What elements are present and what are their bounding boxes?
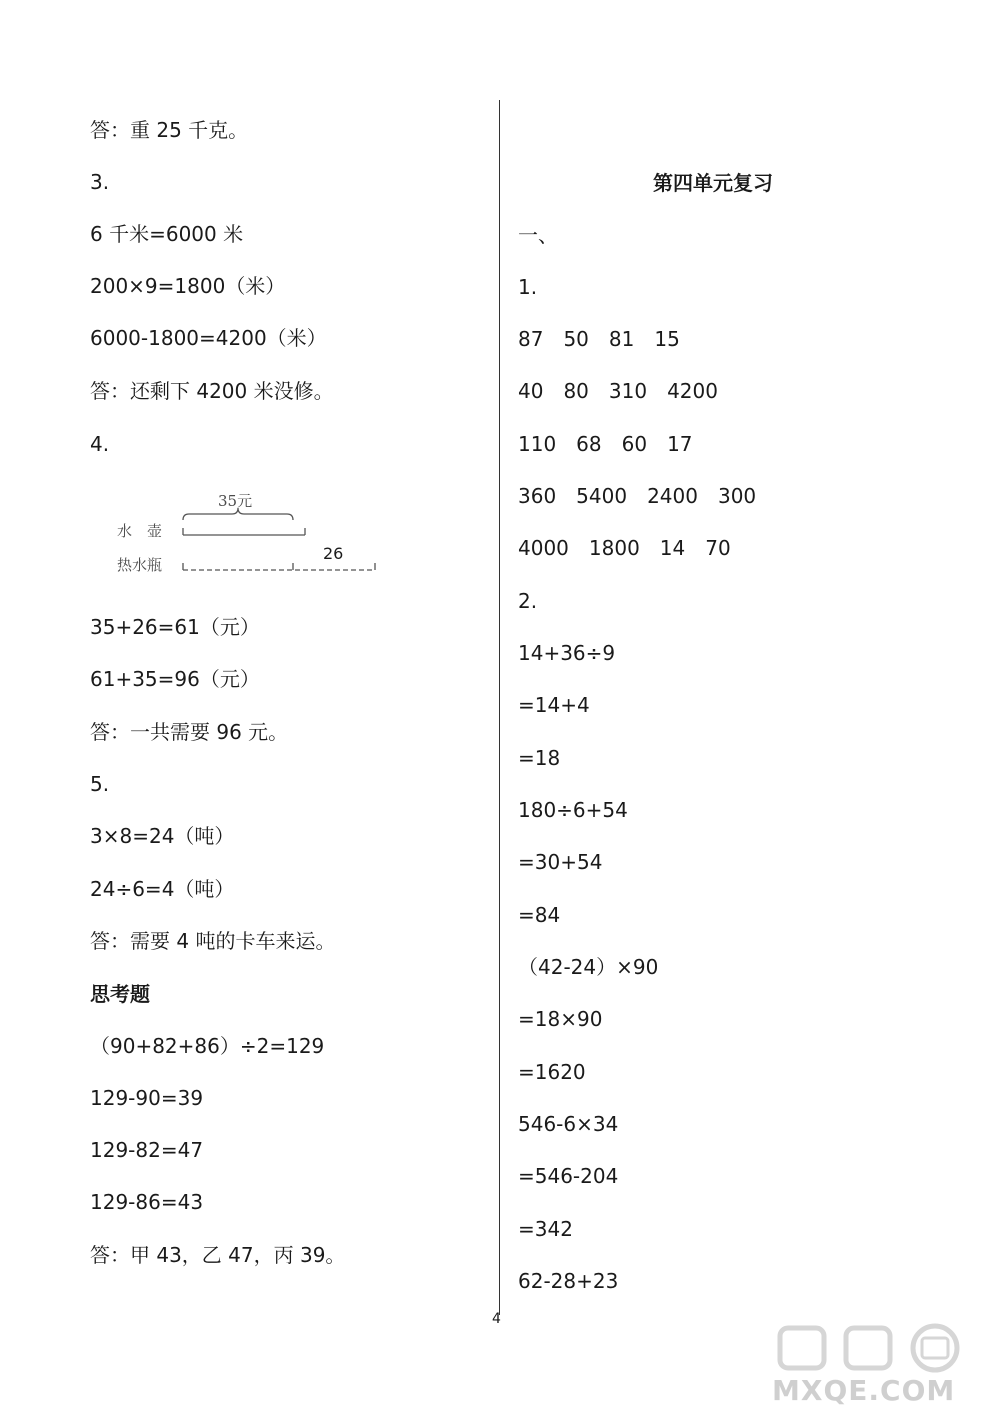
answer-row: 40 80 310 4200	[518, 379, 718, 403]
equation-line: 129-86=43	[90, 1190, 204, 1214]
equation-line: =30+54	[518, 850, 603, 874]
equation-line: 35+26=61（元）	[90, 615, 260, 639]
problem-number: 5.	[90, 772, 110, 796]
answer-line: 答：甲 43，乙 47，丙 39。	[90, 1243, 346, 1267]
equation-line: 200×9=1800（米）	[90, 274, 286, 298]
equation-line: 180÷6+54	[518, 798, 628, 822]
equation-line: （42-24）×90	[518, 955, 659, 979]
problem-number: 4.	[90, 432, 110, 456]
problem-number: 3.	[90, 170, 110, 194]
diagram-row2-label: 热水瓶	[117, 556, 163, 574]
diagram-row1-label: 水 壶	[117, 522, 163, 540]
watermark-logo	[760, 1322, 992, 1410]
equation-line: 62-28+23	[518, 1269, 619, 1293]
equation-line: （90+82+86）÷2=129	[90, 1034, 325, 1058]
answer-line: 答：一共需要 96 元。	[90, 720, 289, 744]
equation-line: 129-90=39	[90, 1086, 204, 1110]
segment-diagram	[115, 484, 385, 584]
problem-number: 1.	[518, 275, 538, 299]
equation-line: =342	[518, 1217, 573, 1241]
answer-row: 110 68 60 17	[518, 432, 693, 456]
answer-row: 87 50 81 15	[518, 327, 680, 351]
problem-number: 2.	[518, 589, 538, 613]
diagram-brace	[183, 508, 293, 520]
answer-row: 360 5400 2400 300	[518, 484, 757, 508]
answer-line: 答：重 25 千克。	[90, 118, 249, 142]
section-heading-thinking: 思考题	[90, 982, 150, 1006]
equation-line: =546-204	[518, 1164, 619, 1188]
watermark-text: MXQE.COM	[772, 1374, 956, 1407]
watermark-emblem-icon	[760, 1322, 992, 1374]
page-number: 4	[492, 1311, 501, 1327]
equation-line: =84	[518, 903, 561, 927]
answer-line: 答：还剩下 4200 米没修。	[90, 379, 334, 403]
equation-line: 14+36÷9	[518, 641, 616, 665]
answer-row: 4000 1800 14 70	[518, 536, 731, 560]
equation-line: =1620	[518, 1060, 586, 1084]
diagram-extra-value: 26	[323, 544, 344, 563]
equation-line: 3×8=24（吨）	[90, 824, 235, 848]
answer-line: 答：需要 4 吨的卡车来运。	[90, 929, 336, 953]
section-number: 一、	[518, 223, 558, 247]
equation-line: 6000-1800=4200（米）	[90, 326, 327, 350]
column-divider	[499, 100, 500, 1315]
equation-line: =18	[518, 746, 561, 770]
equation-line: 61+35=96（元）	[90, 667, 260, 691]
equation-line: =18×90	[518, 1007, 603, 1031]
unit-heading: 第四单元复习	[653, 171, 773, 195]
equation-line: 24÷6=4（吨）	[90, 877, 235, 901]
equation-line: 6 千米=6000 米	[90, 222, 244, 246]
diagram-top-value: 35元	[218, 492, 253, 510]
equation-line: 129-82=47	[90, 1138, 204, 1162]
equation-line: 546-6×34	[518, 1112, 619, 1136]
equation-line: =14+4	[518, 693, 590, 717]
